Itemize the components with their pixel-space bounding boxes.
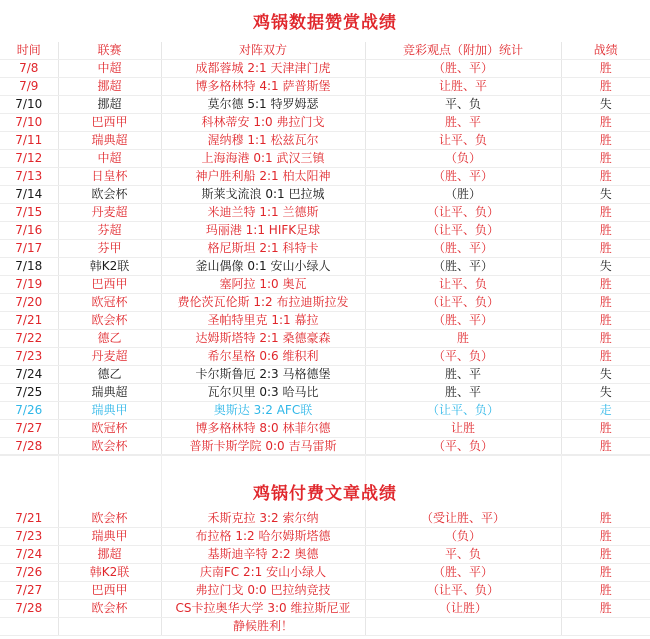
cell-date: 7/14	[0, 186, 58, 204]
cell-league: 中超	[58, 60, 161, 78]
cell-pick: 让胜、平	[365, 78, 561, 96]
cell-league: 巴西甲	[58, 276, 161, 294]
cell-pick: （平、负）	[365, 438, 561, 456]
table-row	[0, 420, 650, 438]
cell-league: 巴西甲	[58, 114, 161, 132]
cell-league: 丹麦超	[58, 204, 161, 222]
cell-result: 胜	[561, 582, 650, 600]
cell-result: 失	[561, 384, 650, 402]
table-row	[0, 240, 650, 258]
cell-match: 成都蓉城 2:1 天津津门虎	[161, 60, 365, 78]
cell-pick: （胜、平）	[365, 312, 561, 330]
cell-league: 欧会杯	[58, 438, 161, 456]
cell-match: 瓦尔贝里 0:3 哈马比	[161, 384, 365, 402]
table-row	[0, 582, 650, 600]
cell-pick: （胜、平）	[365, 240, 561, 258]
table-row	[0, 366, 650, 384]
cell-league: 德乙	[58, 330, 161, 348]
cell-pick: 平、负	[365, 96, 561, 114]
cell-pick: （胜、平）	[365, 60, 561, 78]
table-row	[0, 60, 650, 78]
table-row	[0, 276, 650, 294]
cell-match: 玛丽港 1:1 HIFK足球	[161, 222, 365, 240]
cell-pick: 让平、负	[365, 132, 561, 150]
table-row	[0, 402, 650, 420]
cell-date: 7/21	[0, 312, 58, 330]
paid-article-record-title: 鸡锅付费文章战绩	[253, 484, 397, 504]
cell-result: 胜	[561, 546, 650, 564]
cell-result: 胜	[561, 600, 650, 618]
cell-date: 7/10	[0, 96, 58, 114]
cell-pick: （让平、负）	[365, 402, 561, 420]
cell-league: 巴西甲	[58, 582, 161, 600]
cell-result: 胜	[561, 132, 650, 150]
cell-result: 胜	[561, 150, 650, 168]
cell-match: 莫尔德 5:1 特罗姆瑟	[161, 96, 365, 114]
cell-date: 7/24	[0, 546, 58, 564]
cell-pick: 胜、平	[365, 114, 561, 132]
cell-league: 挪超	[58, 78, 161, 96]
table-row	[0, 528, 650, 546]
cell-pick: （负）	[365, 528, 561, 546]
cell-result: 胜	[561, 240, 650, 258]
cell-result: 胜	[561, 168, 650, 186]
footer-text: 静候胜利！	[161, 618, 365, 636]
section-gap	[0, 454, 650, 481]
cell-date: 7/23	[0, 528, 58, 546]
empty-cell	[58, 618, 161, 636]
cell-result: 胜	[561, 510, 650, 528]
cell-match: 塞阿拉 1:0 奥瓦	[161, 276, 365, 294]
header-date: 时间	[0, 42, 58, 60]
cell-date: 7/20	[0, 294, 58, 312]
cell-league: 丹麦超	[58, 348, 161, 366]
cell-date: 7/16	[0, 222, 58, 240]
cell-pick: 胜、平	[365, 384, 561, 402]
table-row	[0, 564, 650, 582]
paid-article-record-table	[0, 510, 650, 636]
table-row	[0, 222, 650, 240]
cell-match: 博多格林特 4:1 萨普斯堡	[161, 78, 365, 96]
cell-league: 欧会杯	[58, 600, 161, 618]
table-row	[0, 600, 650, 618]
table-row	[0, 96, 650, 114]
table-row	[0, 384, 650, 402]
cell-result: 胜	[561, 312, 650, 330]
cell-pick: 让平、负	[365, 276, 561, 294]
table-row	[0, 348, 650, 366]
cell-date: 7/26	[0, 564, 58, 582]
cell-date: 7/11	[0, 132, 58, 150]
cell-league: 挪超	[58, 96, 161, 114]
cell-pick: （让胜）	[365, 600, 561, 618]
cell-league: 欧会杯	[58, 312, 161, 330]
cell-match: 普斯卡斯学院 0:0 吉马雷斯	[161, 438, 365, 456]
footer-row	[0, 618, 650, 636]
cell-pick: （平、负）	[365, 348, 561, 366]
cell-league: 挪超	[58, 546, 161, 564]
cell-pick: （胜、平）	[365, 168, 561, 186]
cell-pick: （让平、负）	[365, 294, 561, 312]
cell-match: 神户胜利船 2:1 柏太阳神	[161, 168, 365, 186]
cell-match: 布拉格 1:2 哈尔姆斯塔德	[161, 528, 365, 546]
cell-result: 胜	[561, 438, 650, 456]
table-row	[0, 546, 650, 564]
cell-match: CS卡拉奥华大学 3:0 维拉斯尼亚	[161, 600, 365, 618]
cell-league: 芬甲	[58, 240, 161, 258]
table-row	[0, 78, 650, 96]
cell-pick: （负）	[365, 150, 561, 168]
cell-match: 博多格林特 8:0 林菲尔德	[161, 420, 365, 438]
cell-result: 失	[561, 258, 650, 276]
cell-pick: （受让胜、平）	[365, 510, 561, 528]
cell-date: 7/8	[0, 60, 58, 78]
cell-date: 7/10	[0, 114, 58, 132]
cell-match: 希尔星格 0:6 维积利	[161, 348, 365, 366]
cell-match: 基斯迪辛特 2:2 奥德	[161, 546, 365, 564]
table-row	[0, 438, 650, 456]
cell-match: 米迪兰特 1:1 兰德斯	[161, 204, 365, 222]
cell-result: 胜	[561, 276, 650, 294]
cell-league: 瑞典超	[58, 384, 161, 402]
cell-result: 胜	[561, 330, 650, 348]
cell-pick: （胜、平）	[365, 258, 561, 276]
cell-result: 胜	[561, 222, 650, 240]
table-row	[0, 312, 650, 330]
cell-pick: 平、负	[365, 546, 561, 564]
table-row	[0, 510, 650, 528]
cell-pick: （让平、负）	[365, 222, 561, 240]
cell-match: 渥纳穆 1:1 松兹瓦尔	[161, 132, 365, 150]
cell-pick: （让平、负）	[365, 204, 561, 222]
cell-pick: （胜）	[365, 186, 561, 204]
cell-match: 圣帕特里克 1:1 幕拉	[161, 312, 365, 330]
cell-league: 韩K2联	[58, 564, 161, 582]
cell-result: 胜	[561, 348, 650, 366]
cell-league: 瑞典超	[58, 132, 161, 150]
table-row	[0, 204, 650, 222]
cell-league: 欧会杯	[58, 186, 161, 204]
cell-result: 胜	[561, 420, 650, 438]
table-row	[0, 132, 650, 150]
cell-match: 禾斯克拉 3:2 索尔纳	[161, 510, 365, 528]
cell-match: 达姆斯塔特 2:1 桑德豪森	[161, 330, 365, 348]
cell-date: 7/24	[0, 366, 58, 384]
table-row	[0, 330, 650, 348]
cell-match: 奥斯达 3:2 AFC联	[161, 402, 365, 420]
cell-league: 欧会杯	[58, 510, 161, 528]
cell-pick: 胜、平	[365, 366, 561, 384]
cell-match: 科林蒂安 1:0 弗拉门戈	[161, 114, 365, 132]
cell-date: 7/22	[0, 330, 58, 348]
cell-date: 7/9	[0, 78, 58, 96]
cell-result: 胜	[561, 114, 650, 132]
cell-date: 7/12	[0, 150, 58, 168]
cell-pick: 让胜	[365, 420, 561, 438]
cell-match: 格尼斯坦 2:1 科特卡	[161, 240, 365, 258]
cell-result: 胜	[561, 528, 650, 546]
cell-league: 中超	[58, 150, 161, 168]
cell-league: 瑞典甲	[58, 402, 161, 420]
cell-match: 卡尔斯鲁厄 2:3 马格德堡	[161, 366, 365, 384]
table-row	[0, 168, 650, 186]
cell-result: 走	[561, 402, 650, 420]
cell-pick: 胜	[365, 330, 561, 348]
cell-date: 7/13	[0, 168, 58, 186]
table-row	[0, 150, 650, 168]
cell-date: 7/28	[0, 600, 58, 618]
header-result: 战绩	[561, 42, 650, 60]
cell-date: 7/25	[0, 384, 58, 402]
cell-league: 日皇杯	[58, 168, 161, 186]
cell-result: 胜	[561, 78, 650, 96]
donation-record-table	[0, 42, 650, 456]
cell-match: 釜山偶像 0:1 安山小绿人	[161, 258, 365, 276]
cell-match: 费伦茨瓦伦斯 1:2 布拉迪斯拉发	[161, 294, 365, 312]
table-row	[0, 186, 650, 204]
cell-date: 7/15	[0, 204, 58, 222]
cell-date: 7/19	[0, 276, 58, 294]
donation-record-title: 鸡锅数据赞赏战绩	[253, 13, 397, 33]
cell-result: 胜	[561, 564, 650, 582]
header-league: 联赛	[58, 42, 161, 60]
cell-league: 德乙	[58, 366, 161, 384]
cell-date: 7/18	[0, 258, 58, 276]
cell-date: 7/26	[0, 402, 58, 420]
cell-match: 斯莱戈流浪 0:1 巴拉城	[161, 186, 365, 204]
cell-date: 7/17	[0, 240, 58, 258]
cell-date: 7/23	[0, 348, 58, 366]
header-pick: 竞彩观点（附加）统计	[365, 42, 561, 60]
cell-league: 芬超	[58, 222, 161, 240]
cell-league: 欧冠杯	[58, 420, 161, 438]
table-row	[0, 294, 650, 312]
cell-result: 胜	[561, 294, 650, 312]
cell-result: 失	[561, 96, 650, 114]
cell-match: 庆南FC 2:1 安山小绿人	[161, 564, 365, 582]
empty-cell	[0, 618, 58, 636]
empty-cell	[561, 618, 650, 636]
cell-result: 胜	[561, 60, 650, 78]
cell-league: 瑞典甲	[58, 528, 161, 546]
empty-cell	[365, 618, 561, 636]
table-row	[0, 114, 650, 132]
table-row	[0, 258, 650, 276]
cell-league: 韩K2联	[58, 258, 161, 276]
cell-result: 胜	[561, 204, 650, 222]
cell-pick: （让平、负）	[365, 582, 561, 600]
cell-result: 失	[561, 366, 650, 384]
cell-date: 7/27	[0, 420, 58, 438]
cell-date: 7/21	[0, 510, 58, 528]
cell-date: 7/27	[0, 582, 58, 600]
header-match: 对阵双方	[161, 42, 365, 60]
cell-pick: （胜、平）	[365, 564, 561, 582]
table-header-row	[0, 42, 650, 60]
cell-match: 上海海港 0:1 武汉三镇	[161, 150, 365, 168]
cell-match: 弗拉门戈 0:0 巴拉纳竞技	[161, 582, 365, 600]
cell-result: 失	[561, 186, 650, 204]
cell-date: 7/28	[0, 438, 58, 456]
cell-league: 欧冠杯	[58, 294, 161, 312]
